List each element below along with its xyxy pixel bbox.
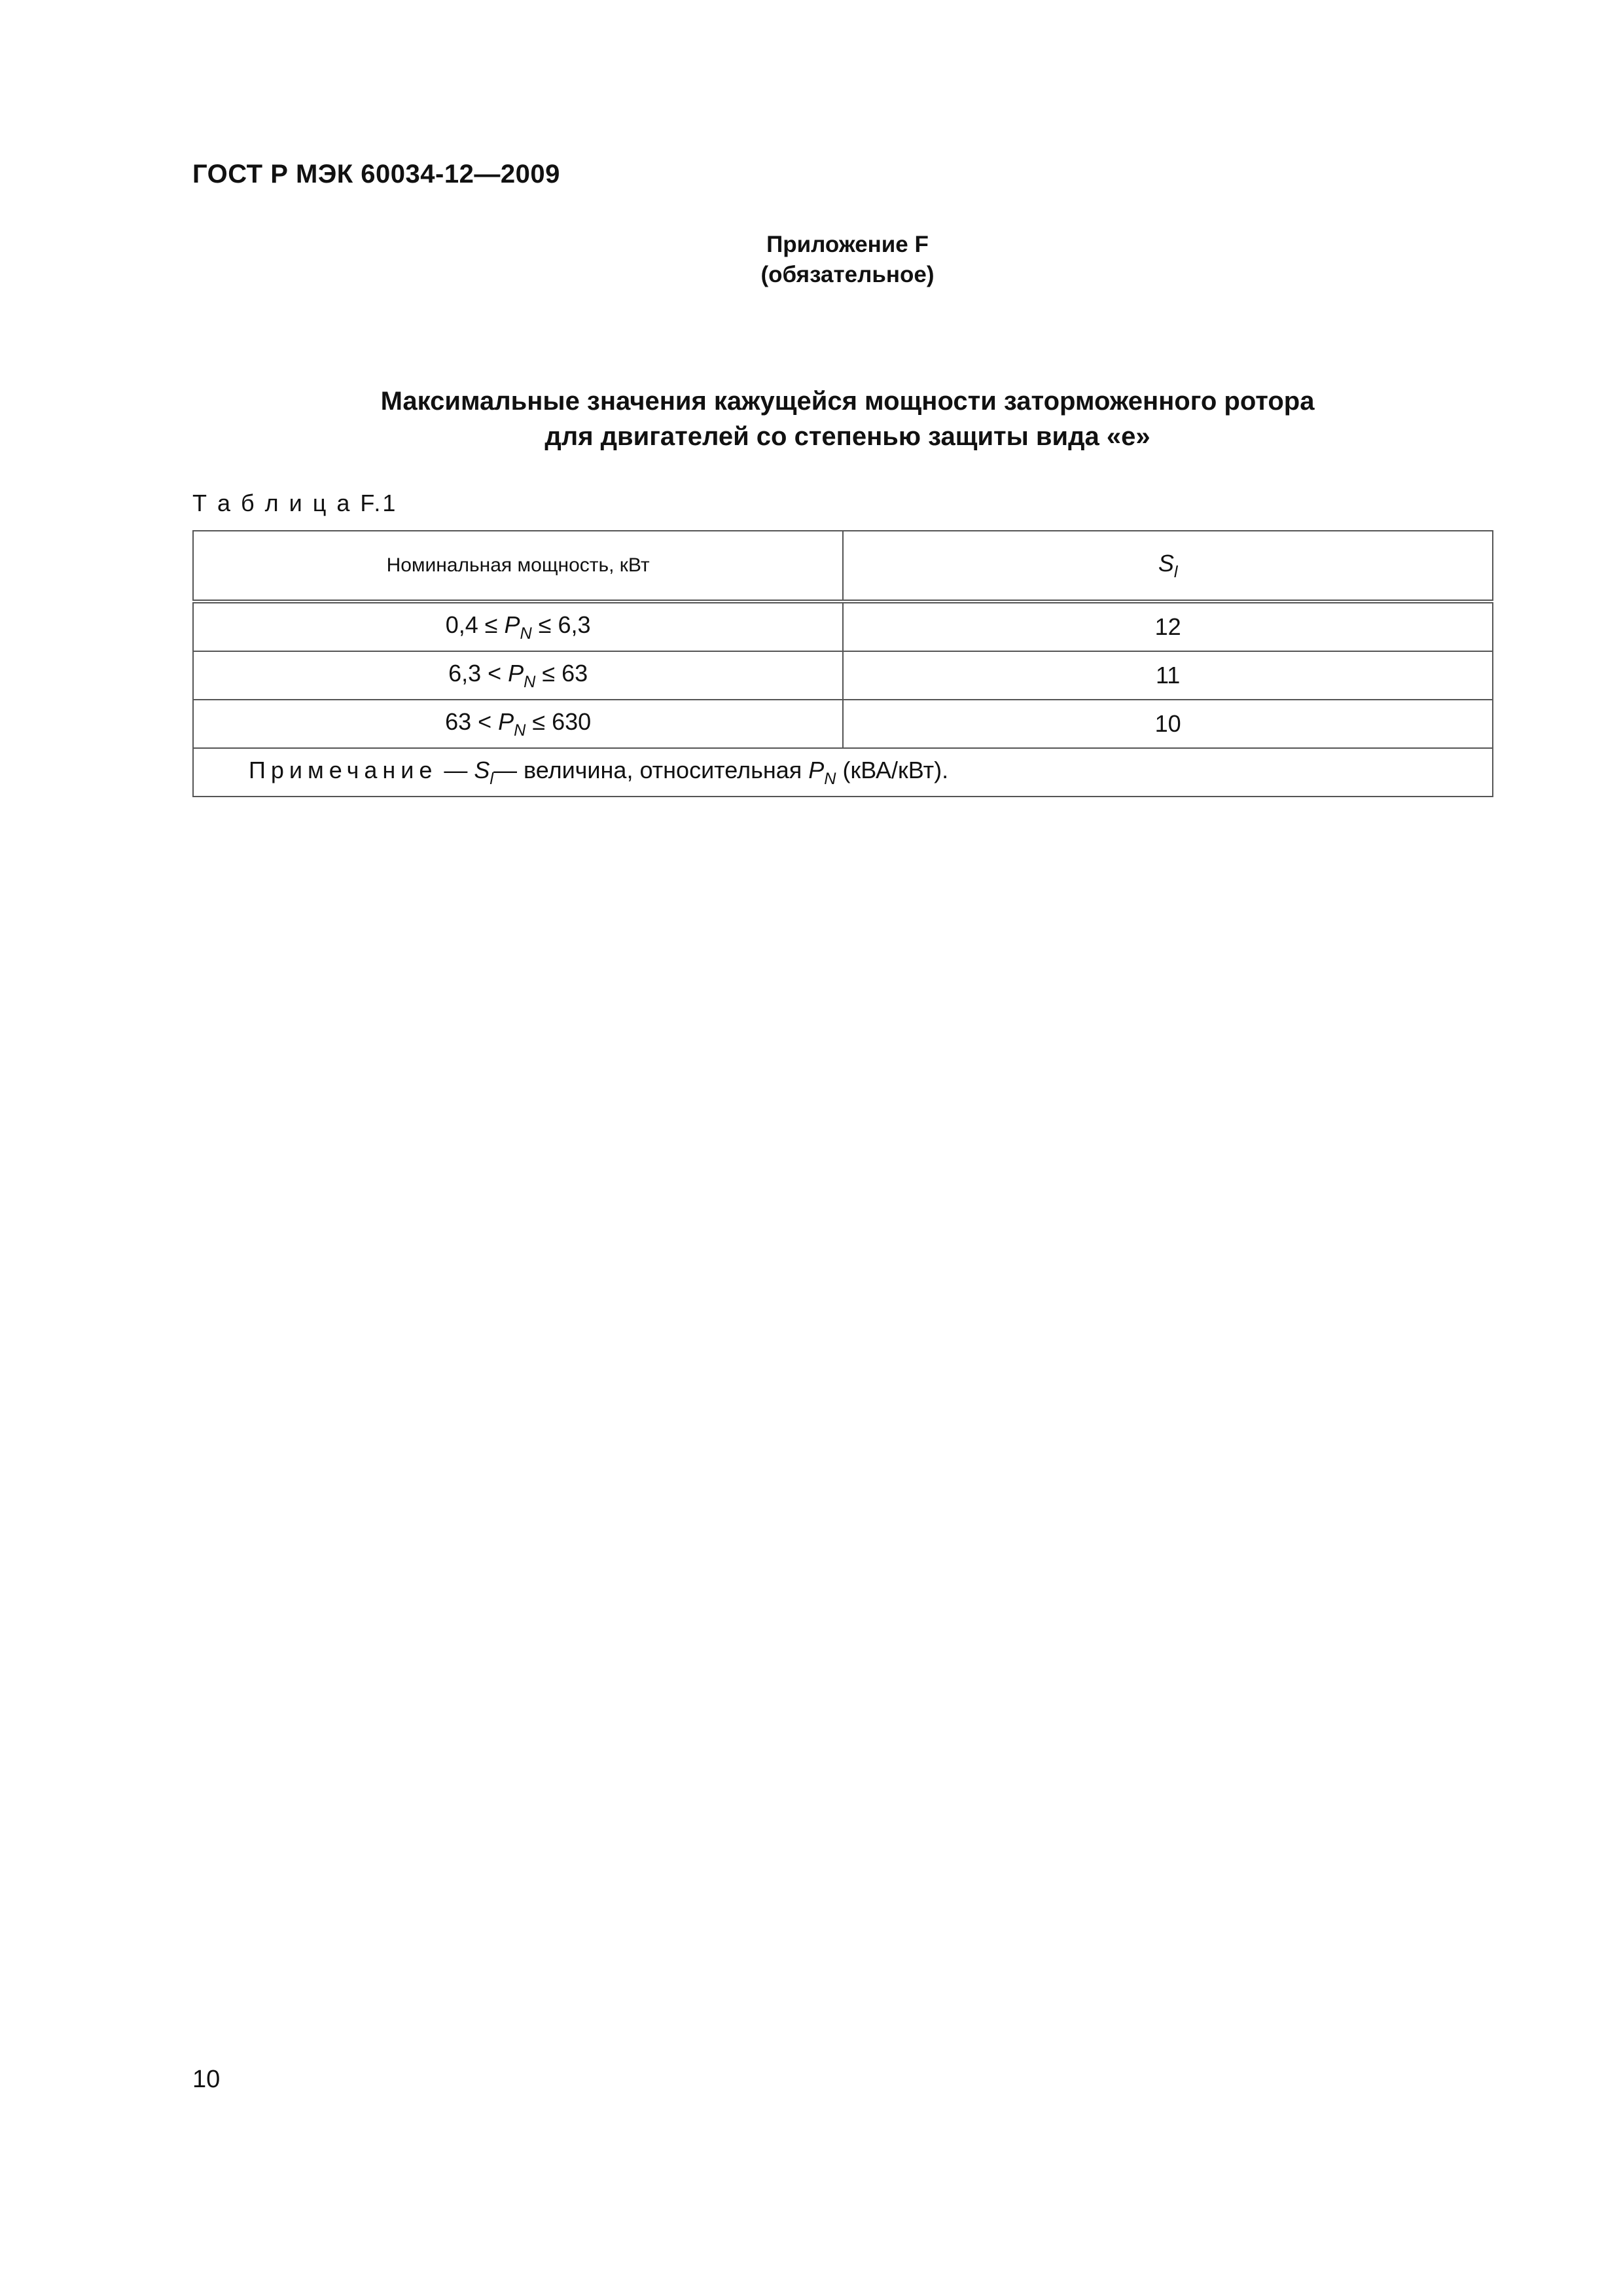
range-symbol: P [504, 611, 520, 638]
power-range-cell [193, 700, 843, 748]
range-subscript: N [524, 672, 536, 691]
table-note [193, 748, 1493, 797]
data-table [192, 530, 1493, 797]
table-caption: Т а б л и ц а F.1 [192, 490, 398, 516]
sl-value-cell: 11 [843, 651, 1493, 700]
header-sl [843, 531, 1493, 601]
note-symbol-p-subscript: N [824, 769, 836, 788]
table-row [193, 700, 1493, 748]
note-symbol-s-subscript: l [490, 769, 494, 788]
header-sl-symbol: S [1158, 549, 1174, 577]
table-header-row [193, 531, 1493, 601]
range-left: 6,3 < [448, 659, 508, 687]
table-row [193, 601, 1493, 651]
power-range-cell [193, 651, 843, 700]
note-symbol-s: S [474, 756, 490, 783]
header-sl-subscript: l [1173, 562, 1178, 581]
header-rated-power: Номинальная мощность, кВт [193, 531, 843, 601]
note-label: Примечание [249, 756, 438, 783]
range-subscript: N [514, 721, 526, 740]
sl-value-cell: 10 [843, 700, 1493, 748]
note-symbol-p: P [808, 756, 825, 783]
range-right: ≤ 6,3 [531, 611, 591, 638]
range-left: 63 < [445, 708, 499, 735]
table-row [193, 651, 1493, 700]
note-dash: — [437, 756, 474, 783]
range-subscript: N [520, 624, 532, 643]
annex-heading-line-2: для двигателей со степенью защиты вида «е» [544, 422, 1150, 451]
power-range-cell [193, 601, 843, 651]
sl-value-cell: 12 [843, 601, 1493, 651]
annex-status: (обязательное) [760, 262, 935, 287]
note-text-end: (кВА/кВт). [836, 756, 949, 783]
range-symbol: P [508, 659, 524, 687]
annex-heading-line-1: Максимальные значения кажущейся мощности заторможенного ротора [380, 387, 1315, 416]
page-number: 10 [192, 2066, 221, 2093]
range-right: ≤ 63 [535, 659, 588, 687]
range-right: ≤ 630 [526, 708, 592, 735]
standard-code: ГОСТ Р МЭК 60034-12—2009 [192, 160, 560, 188]
table-note-row [193, 748, 1493, 797]
range-symbol: P [498, 708, 514, 735]
note-text-middle: — величина, относительная [493, 756, 809, 783]
annex-title: Приложение F [766, 232, 929, 257]
range-left: 0,4 ≤ [445, 611, 505, 638]
